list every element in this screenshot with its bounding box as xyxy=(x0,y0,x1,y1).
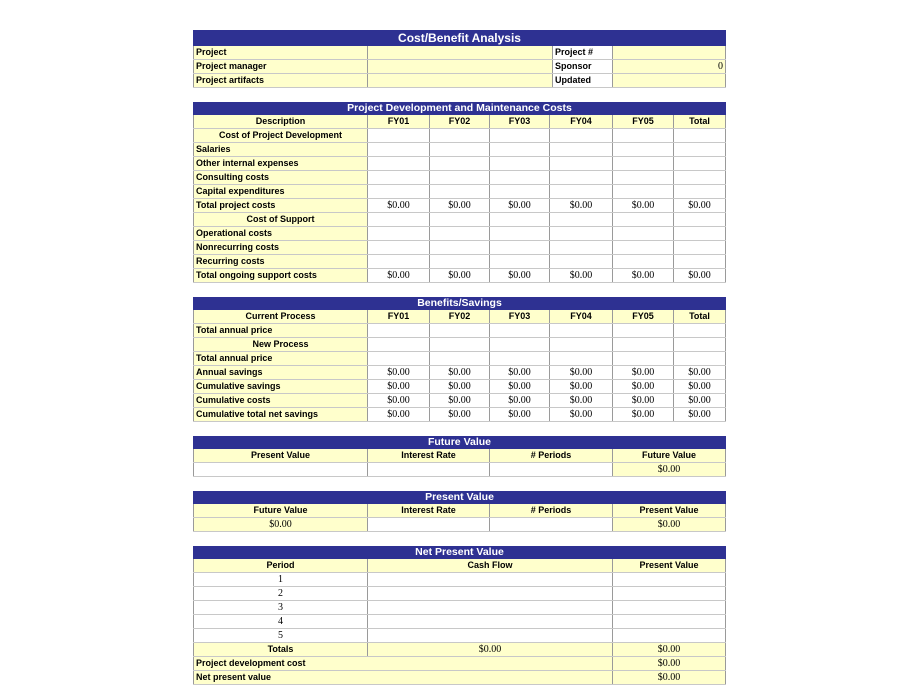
dev-cost-value: $0.00 xyxy=(613,657,726,670)
value-cell[interactable]: $0.00 xyxy=(613,199,674,212)
value-cell[interactable]: $0.00 xyxy=(368,269,430,282)
row-label: Capital expenditures xyxy=(193,185,368,198)
period-row xyxy=(193,629,726,643)
empty-cell[interactable] xyxy=(550,129,613,142)
cost-row xyxy=(193,241,726,255)
empty-cell[interactable] xyxy=(430,129,490,142)
value-cell[interactable]: $0.00 xyxy=(490,380,550,393)
value-cell[interactable] xyxy=(490,324,550,337)
costs-section-title: Project Development and Maintenance Costs xyxy=(193,102,726,115)
value-cell[interactable] xyxy=(550,255,613,268)
empty-cell[interactable] xyxy=(613,129,674,142)
value-cell[interactable]: $0.00 xyxy=(490,366,550,379)
column-header: Interest Rate xyxy=(368,504,490,517)
periods-input[interactable] xyxy=(490,463,613,476)
new-total-price-row xyxy=(193,352,726,366)
empty-cell[interactable] xyxy=(368,129,430,142)
column-header: Interest Rate xyxy=(368,449,490,462)
value-cell[interactable]: $0.00 xyxy=(430,394,490,407)
column-header: Future Value xyxy=(613,449,726,462)
value-cell[interactable] xyxy=(430,241,490,254)
spreadsheet xyxy=(193,30,726,685)
value-cell[interactable] xyxy=(613,255,674,268)
value-cell[interactable]: $0.00 xyxy=(674,380,726,393)
value-cell[interactable] xyxy=(613,185,674,198)
value-cell[interactable] xyxy=(674,324,726,337)
spacer-row xyxy=(193,477,726,491)
benefit-row xyxy=(193,394,726,408)
empty-cell[interactable] xyxy=(674,129,726,142)
value-cell[interactable]: $0.00 xyxy=(550,199,613,212)
empty-cell[interactable] xyxy=(674,338,726,351)
row-label: Recurring costs xyxy=(193,255,368,268)
value-cell[interactable]: $0.00 xyxy=(368,199,430,212)
cost-row xyxy=(193,227,726,241)
column-header: FY04 xyxy=(550,115,613,128)
npv-label: Net present value xyxy=(193,671,613,684)
period-row xyxy=(193,615,726,629)
column-header: FY01 xyxy=(368,310,430,323)
benefit-row xyxy=(193,380,726,394)
total-support-costs-row xyxy=(193,269,726,283)
future-value-result: $0.00 xyxy=(613,463,726,476)
value-cell[interactable] xyxy=(368,324,430,337)
value-cell[interactable]: $0.00 xyxy=(674,366,726,379)
present-value-cell xyxy=(613,615,726,628)
column-header: FY04 xyxy=(550,310,613,323)
value-cell[interactable] xyxy=(550,241,613,254)
value-cell[interactable]: $0.00 xyxy=(430,269,490,282)
row-label: Total project costs xyxy=(193,199,368,212)
value-cell[interactable] xyxy=(550,324,613,337)
value-cell[interactable]: $0.00 xyxy=(490,408,550,421)
column-header: Present Value xyxy=(613,504,726,517)
column-header: FY01 xyxy=(368,115,430,128)
empty-cell[interactable] xyxy=(368,213,430,226)
present_value-column-headers xyxy=(193,504,726,518)
value-cell[interactable]: $0.00 xyxy=(674,394,726,407)
column-header: Cash Flow xyxy=(368,559,613,572)
value-cell[interactable] xyxy=(368,171,430,184)
present-value-result: $0.00 xyxy=(613,518,726,531)
value-cell[interactable] xyxy=(613,157,674,170)
cash-flow-input[interactable] xyxy=(368,615,613,628)
value-cell[interactable]: $0.00 xyxy=(368,380,430,393)
header-input[interactable]: 0 xyxy=(613,60,726,73)
value-cell[interactable]: $0.00 xyxy=(550,408,613,421)
value-cell[interactable]: $0.00 xyxy=(674,408,726,421)
cost-row xyxy=(193,143,726,157)
value-cell[interactable] xyxy=(613,241,674,254)
value-cell[interactable] xyxy=(613,227,674,240)
empty-cell[interactable] xyxy=(430,213,490,226)
value-cell[interactable] xyxy=(550,352,613,365)
value-cell[interactable]: $0.00 xyxy=(613,269,674,282)
group-heading: Cost of Project Development xyxy=(193,129,368,142)
value-cell[interactable]: $0.00 xyxy=(674,199,726,212)
dev-cost-row xyxy=(193,657,726,671)
column-header: Total xyxy=(674,310,726,323)
value-cell[interactable] xyxy=(550,157,613,170)
row-label: Consulting costs xyxy=(193,171,368,184)
new-process-heading-row xyxy=(193,338,726,352)
present-value-section-title: Present Value xyxy=(193,491,726,504)
row-label: Other internal expenses xyxy=(193,157,368,170)
cash-flow-input[interactable] xyxy=(368,587,613,600)
empty-cell[interactable] xyxy=(550,338,613,351)
header-label: Project # xyxy=(553,46,613,59)
future_value-column-headers xyxy=(193,449,726,463)
column-header: # Periods xyxy=(490,504,613,517)
value-cell[interactable] xyxy=(674,157,726,170)
project-row xyxy=(193,46,726,60)
value-cell[interactable] xyxy=(430,157,490,170)
value-cell[interactable]: $0.00 xyxy=(674,269,726,282)
empty-cell[interactable] xyxy=(550,213,613,226)
value-cell[interactable] xyxy=(430,324,490,337)
value-cell[interactable]: $0.00 xyxy=(550,366,613,379)
value-cell[interactable] xyxy=(550,143,613,156)
empty-cell[interactable] xyxy=(430,338,490,351)
present-value-cell xyxy=(613,601,726,614)
spacer-row xyxy=(193,422,726,436)
row-label: Operational costs xyxy=(193,227,368,240)
npv-value: $0.00 xyxy=(613,671,726,684)
value-cell[interactable] xyxy=(674,352,726,365)
value-cell[interactable] xyxy=(490,241,550,254)
column-header: Total xyxy=(674,115,726,128)
group-heading: Cost of Support xyxy=(193,213,368,226)
cost-row xyxy=(193,157,726,171)
period-row xyxy=(193,601,726,615)
value-cell[interactable]: $0.00 xyxy=(430,199,490,212)
value-cell[interactable] xyxy=(368,241,430,254)
npv-totals-row xyxy=(193,643,726,657)
present-value-input-row xyxy=(193,518,726,532)
column-header: FY03 xyxy=(490,310,550,323)
header-label: Project xyxy=(193,46,368,59)
value-cell[interactable] xyxy=(430,255,490,268)
row-label: Nonrecurring costs xyxy=(193,241,368,254)
column-header: Description xyxy=(193,115,368,128)
npv-section-title: Net Present Value xyxy=(193,546,726,559)
header-input[interactable] xyxy=(613,74,726,87)
value-cell[interactable] xyxy=(430,185,490,198)
present-value-cell xyxy=(613,629,726,642)
costs-column-headers xyxy=(193,115,726,129)
value-cell[interactable]: $0.00 xyxy=(430,408,490,421)
value-cell[interactable]: $0.00 xyxy=(490,394,550,407)
benefits-section-title: Benefits/Savings xyxy=(193,297,726,310)
future-value-input-row xyxy=(193,463,726,477)
header-input[interactable] xyxy=(368,74,553,87)
value-cell[interactable] xyxy=(430,143,490,156)
column-header: FY02 xyxy=(430,310,490,323)
value-cell[interactable] xyxy=(674,255,726,268)
value-cell[interactable] xyxy=(430,171,490,184)
support-heading-row xyxy=(193,213,726,227)
header-input[interactable] xyxy=(368,46,553,59)
period-row xyxy=(193,587,726,601)
benefits-column-headers xyxy=(193,310,726,324)
value-cell[interactable]: $0.00 xyxy=(613,394,674,407)
header-input[interactable] xyxy=(613,46,726,59)
header-input[interactable] xyxy=(368,60,553,73)
value-cell[interactable]: $0.00 xyxy=(550,380,613,393)
value-cell[interactable]: $0.00 xyxy=(368,394,430,407)
period-number: 5 xyxy=(193,629,368,642)
value-cell[interactable]: $0.00 xyxy=(613,408,674,421)
value-cell[interactable]: $0.00 xyxy=(613,366,674,379)
present-value-cell xyxy=(613,587,726,600)
totals-present-value: $0.00 xyxy=(613,643,726,656)
present-value-input[interactable] xyxy=(193,463,368,476)
value-cell[interactable]: $0.00 xyxy=(430,380,490,393)
row-label: Cumulative total net savings xyxy=(193,408,368,421)
value-cell[interactable] xyxy=(430,352,490,365)
value-cell[interactable]: $0.00 xyxy=(490,269,550,282)
header-label: Project manager xyxy=(193,60,368,73)
period-number: 4 xyxy=(193,615,368,628)
row-label: Salaries xyxy=(193,143,368,156)
header-label: Sponsor xyxy=(553,60,613,73)
spacer-row xyxy=(193,283,726,297)
value-cell[interactable] xyxy=(430,227,490,240)
cash-flow-input[interactable] xyxy=(368,629,613,642)
empty-cell[interactable] xyxy=(490,129,550,142)
empty-cell[interactable] xyxy=(490,213,550,226)
value-cell[interactable] xyxy=(674,171,726,184)
column-header: FY02 xyxy=(430,115,490,128)
page-title: Cost/Benefit Analysis xyxy=(193,30,726,46)
period-row xyxy=(193,573,726,587)
empty-cell[interactable] xyxy=(613,338,674,351)
column-header: Current Process xyxy=(193,310,368,323)
value-cell[interactable] xyxy=(550,185,613,198)
value-cell[interactable]: $0.00 xyxy=(550,394,613,407)
value-cell[interactable]: $0.00 xyxy=(490,199,550,212)
value-cell[interactable] xyxy=(550,171,613,184)
value-cell[interactable] xyxy=(613,171,674,184)
period-number: 2 xyxy=(193,587,368,600)
value-cell[interactable] xyxy=(490,352,550,365)
column-header: Present Value xyxy=(193,449,368,462)
row-label: Annual savings xyxy=(193,366,368,379)
dev-cost-label: Project development cost xyxy=(193,657,613,670)
column-header: # Periods xyxy=(490,449,613,462)
benefit-row xyxy=(193,408,726,422)
row-label: Total annual price xyxy=(193,352,368,365)
value-cell[interactable] xyxy=(368,352,430,365)
totals-cash-flow: $0.00 xyxy=(368,643,613,656)
dev-heading-row xyxy=(193,129,726,143)
period-number: 1 xyxy=(193,573,368,586)
period-number: 3 xyxy=(193,601,368,614)
empty-cell[interactable] xyxy=(368,338,430,351)
benefit-row xyxy=(193,366,726,380)
periods-input[interactable] xyxy=(490,518,613,531)
value-cell[interactable] xyxy=(490,185,550,198)
value-cell[interactable] xyxy=(368,227,430,240)
value-cell[interactable] xyxy=(674,143,726,156)
row-label: Total annual price xyxy=(193,324,368,337)
empty-cell[interactable] xyxy=(490,338,550,351)
value-cell[interactable] xyxy=(613,324,674,337)
present-value-cell xyxy=(613,573,726,586)
future-value-section-title: Future Value xyxy=(193,436,726,449)
project-artifacts-row xyxy=(193,74,726,88)
value-cell[interactable] xyxy=(674,241,726,254)
cost-row xyxy=(193,185,726,199)
column-header: Future Value xyxy=(193,504,368,517)
value-cell[interactable] xyxy=(368,255,430,268)
value-cell[interactable] xyxy=(490,227,550,240)
npv-column-headers xyxy=(193,559,726,573)
cash-flow-input[interactable] xyxy=(368,601,613,614)
value-cell[interactable] xyxy=(490,171,550,184)
value-cell[interactable] xyxy=(490,157,550,170)
value-cell[interactable] xyxy=(613,143,674,156)
column-header: Present Value xyxy=(613,559,726,572)
value-cell[interactable] xyxy=(613,352,674,365)
row-label: Total ongoing support costs xyxy=(193,269,368,282)
value-cell[interactable] xyxy=(368,185,430,198)
project-manager-row xyxy=(193,60,726,74)
spacer-row xyxy=(193,532,726,546)
total-project-costs-row xyxy=(193,199,726,213)
current-total-price-row xyxy=(193,324,726,338)
totals-label: Totals xyxy=(193,643,368,656)
value-cell[interactable] xyxy=(674,185,726,198)
spacer-row xyxy=(193,88,726,102)
cost-row xyxy=(193,171,726,185)
row-label: Cumulative costs xyxy=(193,394,368,407)
cost-row xyxy=(193,255,726,269)
value-cell[interactable] xyxy=(674,227,726,240)
column-header: FY05 xyxy=(613,310,674,323)
column-header: Period xyxy=(193,559,368,572)
value-cell[interactable] xyxy=(550,227,613,240)
value-cell[interactable]: $0.00 xyxy=(550,269,613,282)
cash-flow-input[interactable] xyxy=(368,573,613,586)
header-label: Updated xyxy=(553,74,613,87)
value-cell[interactable] xyxy=(490,255,550,268)
value-cell[interactable]: $0.00 xyxy=(368,366,430,379)
empty-cell[interactable] xyxy=(674,213,726,226)
value-cell[interactable] xyxy=(368,143,430,156)
column-header: FY05 xyxy=(613,115,674,128)
value-cell[interactable] xyxy=(490,143,550,156)
future-value-input[interactable]: $0.00 xyxy=(193,518,368,531)
interest-rate-input[interactable] xyxy=(368,463,490,476)
value-cell[interactable] xyxy=(368,157,430,170)
value-cell[interactable]: $0.00 xyxy=(430,366,490,379)
header-label: Project artifacts xyxy=(193,74,368,87)
interest-rate-input[interactable] xyxy=(368,518,490,531)
empty-cell[interactable] xyxy=(613,213,674,226)
row-label: Cumulative savings xyxy=(193,380,368,393)
group-heading: New Process xyxy=(193,338,368,351)
value-cell[interactable]: $0.00 xyxy=(613,380,674,393)
value-cell[interactable]: $0.00 xyxy=(368,408,430,421)
column-header: FY03 xyxy=(490,115,550,128)
npv-result-row xyxy=(193,671,726,685)
